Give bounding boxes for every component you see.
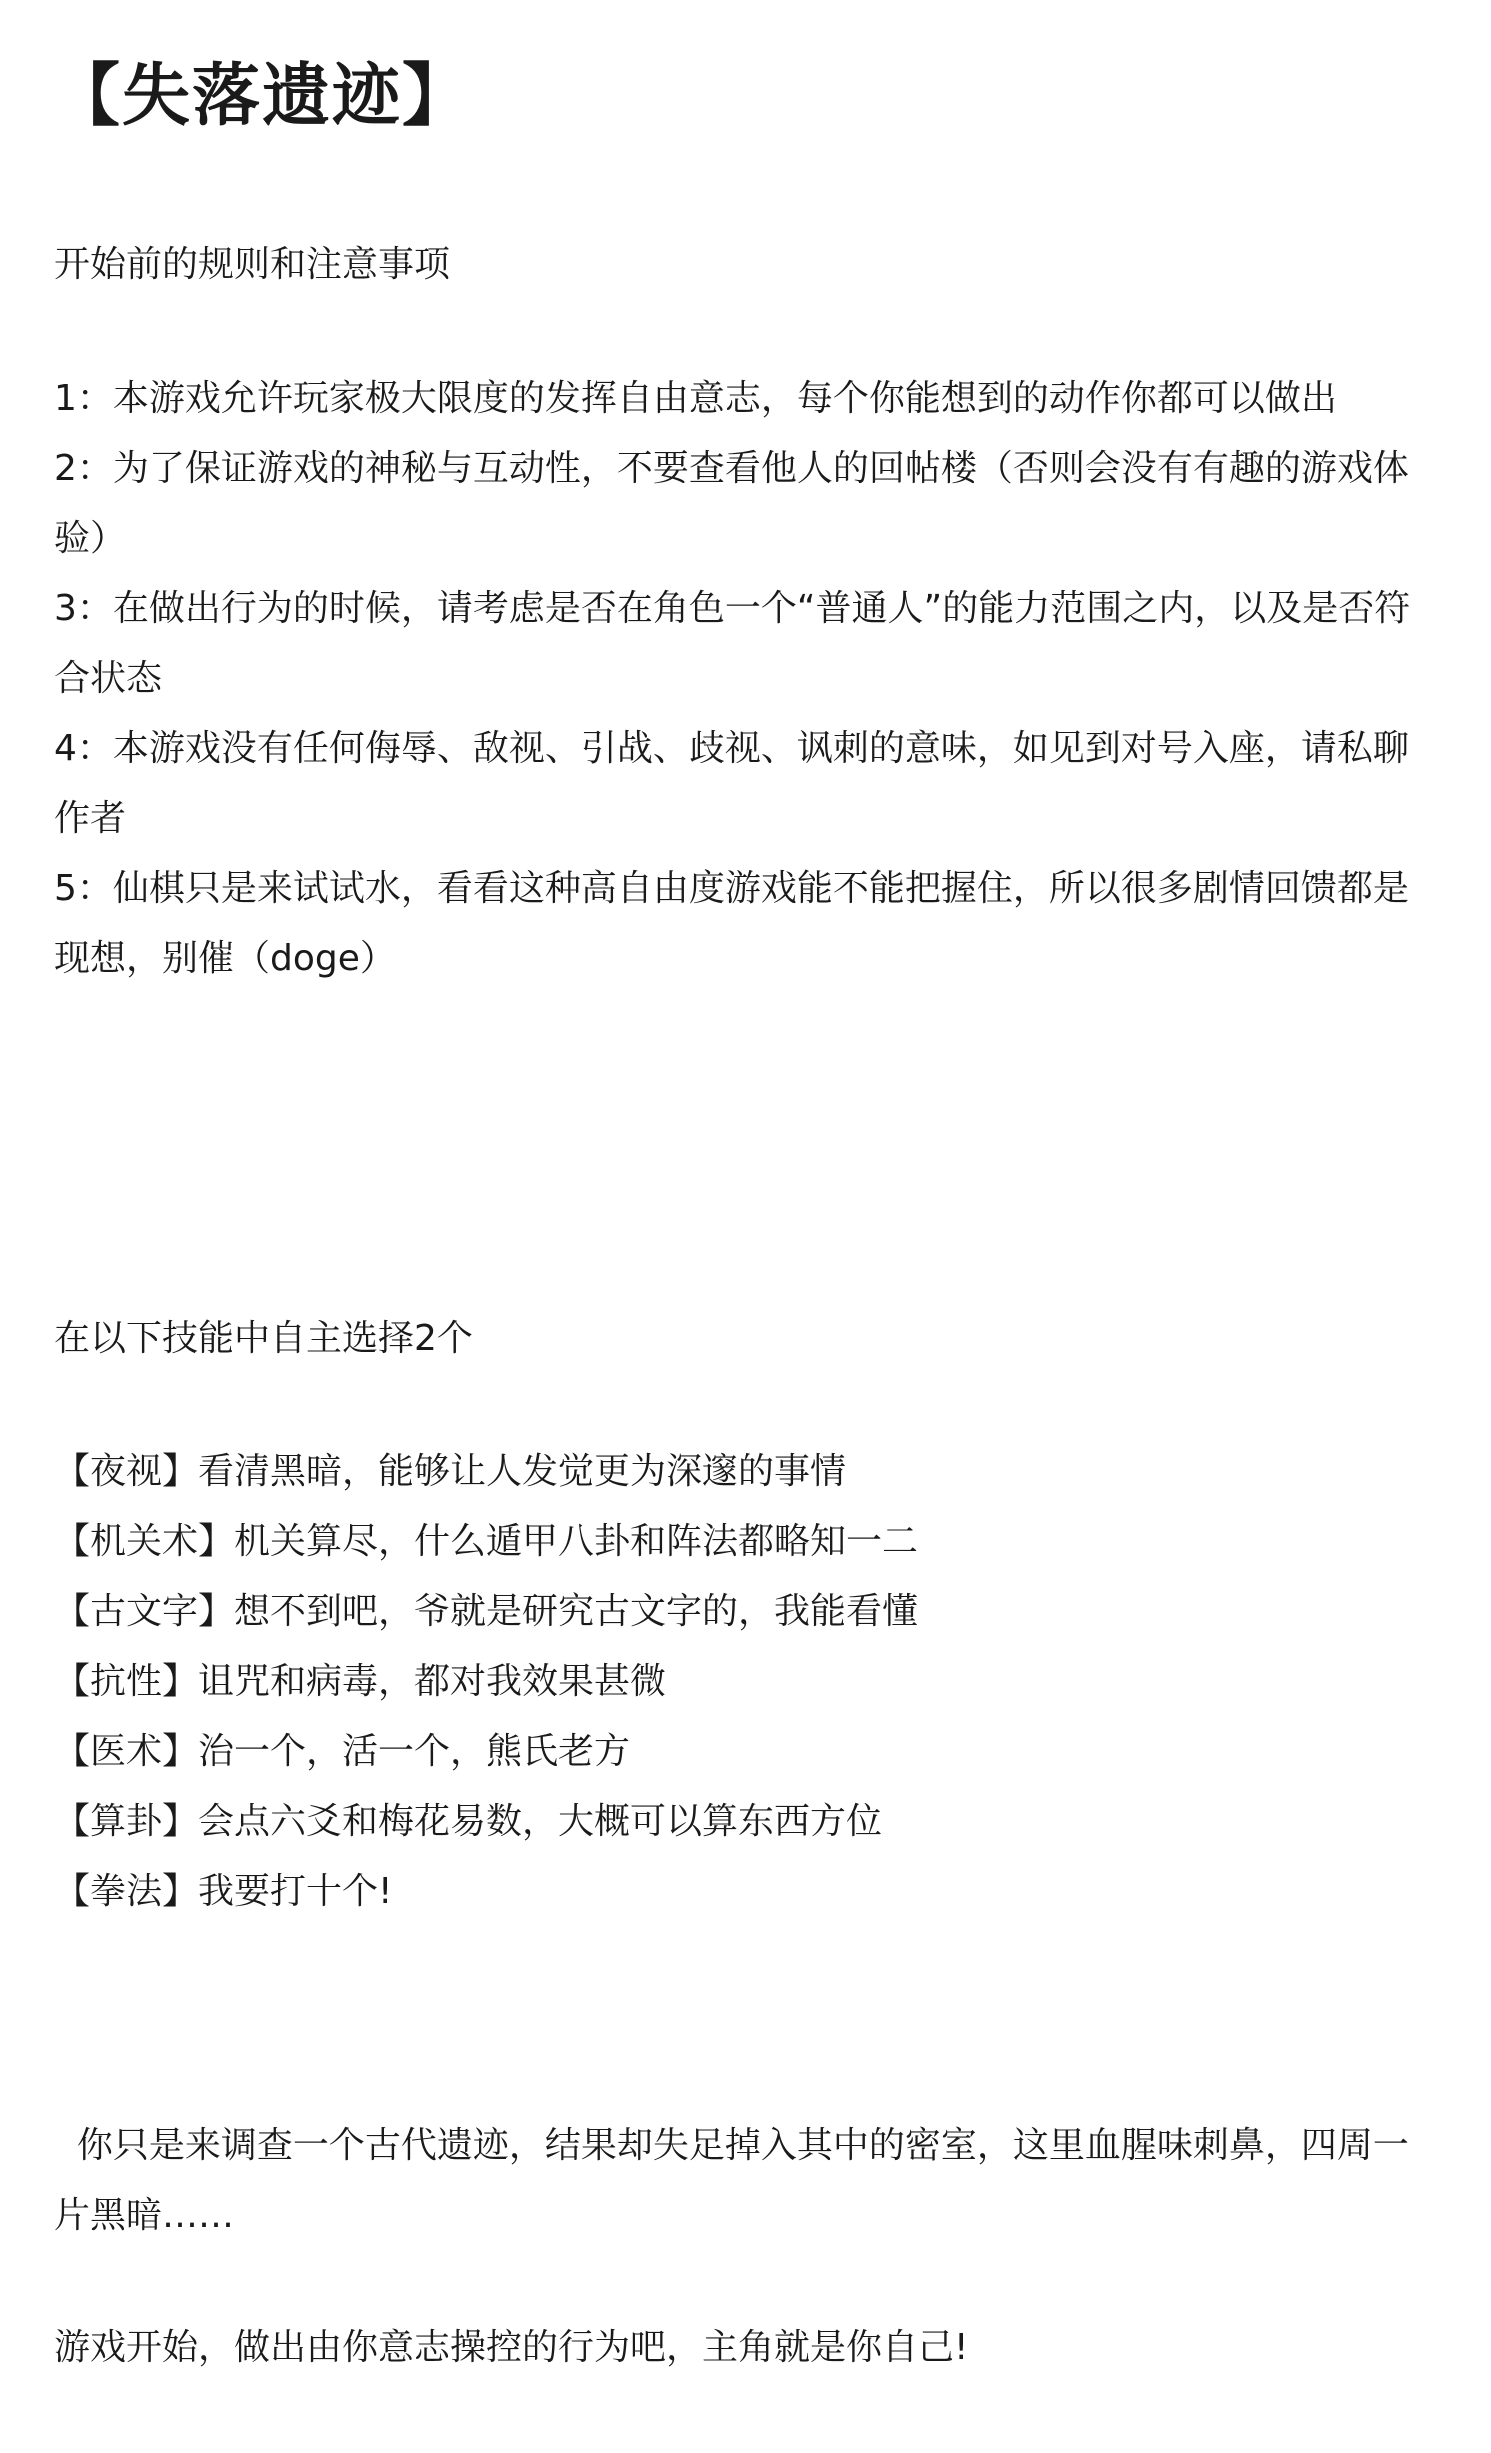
rules-list xyxy=(54,364,1444,994)
rule-item: 3：在做出行为的时候，请考虑是否在角色一个“普通人”的能力范围之内，以及是否符合状态 xyxy=(54,588,1411,699)
game-start-text: 游戏开始，做出由你意志操控的行为吧，主角就是你自己! xyxy=(54,2327,969,2368)
skill-item: 【抗性】诅咒和病毒，都对我效果甚微 xyxy=(54,1661,667,1702)
skills-heading: 在以下技能中自主选择2个 xyxy=(54,1318,473,1359)
skill-item: 【拳法】我要打十个! xyxy=(54,1871,393,1912)
skill-item: 【医术】治一个，活一个，熊氏老方 xyxy=(54,1731,631,1772)
rules-heading: 开始前的规则和注意事项 xyxy=(54,244,451,285)
rule-item: 4：本游戏没有任何侮辱、敌视、引战、歧视、讽刺的意味，如见到对号入座，请私聊作者 xyxy=(54,728,1409,839)
page-title: 【失落遗迹】 xyxy=(52,57,473,136)
skill-item: 【夜视】看清黑暗，能够让人发觉更为深邃的事情 xyxy=(54,1451,847,1492)
skill-item: 【机关术】机关算尽，什么遁甲八卦和阵法都略知一二 xyxy=(54,1521,919,1562)
skill-item: 【古文字】想不到吧，爷就是研究古文字的，我能看懂 xyxy=(54,1591,919,1632)
rule-item: 1：本游戏允许玩家极大限度的发挥自由意志，每个你能想到的动作你都可以做出 xyxy=(54,378,1337,419)
rule-item: 2：为了保证游戏的神秘与互动性，不要查看他人的回帖楼（否则会没有有趣的游戏体验） xyxy=(54,448,1409,559)
skill-item: 【算卦】会点六爻和梅花易数，大概可以算东西方位 xyxy=(54,1801,883,1842)
skills-list xyxy=(54,1437,1444,1927)
story-intro: 你只是来调查一个古代遗迹，结果却失足掉入其中的密室，这里血腥味刺鼻，四周一片黑暗…… xyxy=(54,2125,1409,2236)
rule-item: 5：仙棋只是来试试水，看看这种高自由度游戏能不能把握住，所以很多剧情回馈都是现想，别催（doge） xyxy=(54,868,1409,979)
